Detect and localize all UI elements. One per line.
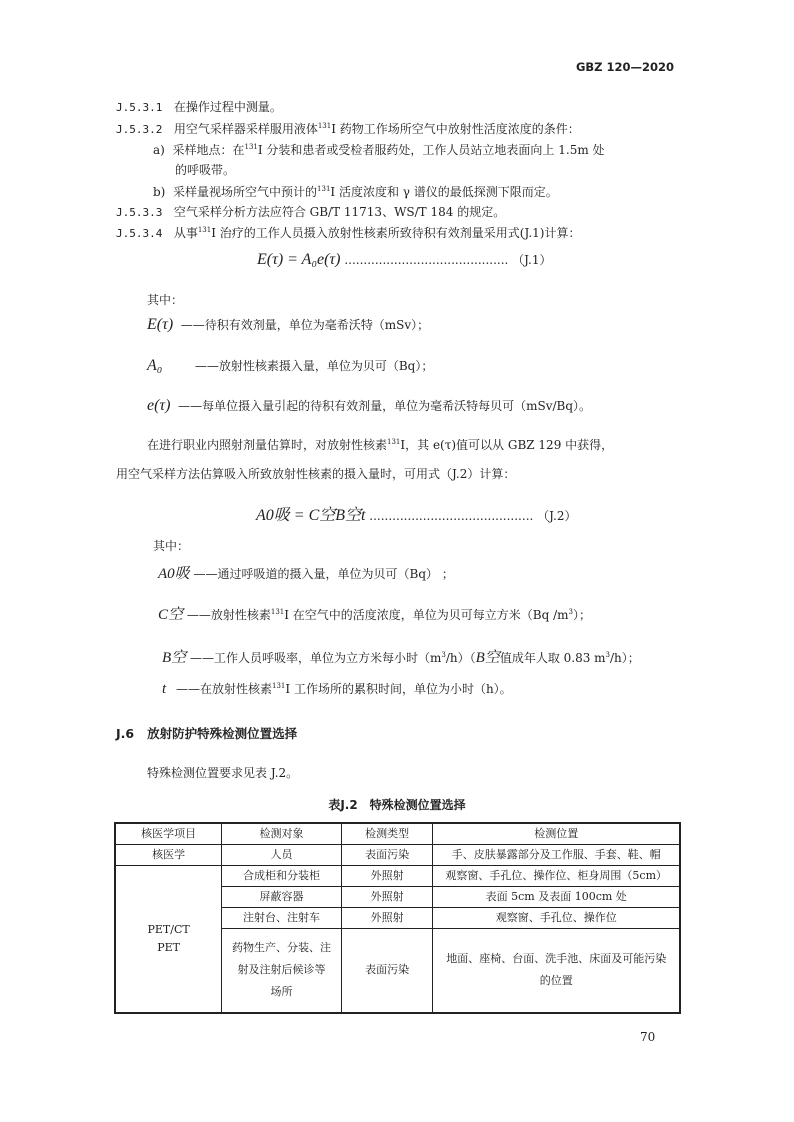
table-cell: 观察窗、手孔位、操作位 xyxy=(433,908,680,929)
table-cell: 表面 5cm 及表面 100cm 处 xyxy=(433,887,680,908)
item-a-continued: 的呼吸带。 xyxy=(175,163,236,177)
table-cell: 地面、座椅、台面、洗手池、床面及可能污染 的位置 xyxy=(433,929,680,1013)
table-cell: 表面污染 xyxy=(341,845,433,866)
where-label-2: 其中： xyxy=(153,539,190,553)
where-label-1: 其中： xyxy=(147,293,184,307)
table-row xyxy=(115,845,680,866)
table-cell: 外照射 xyxy=(341,887,433,908)
table-cell: 表面污染 xyxy=(341,929,433,1013)
section-heading-j6: J.6 放射防护特殊检测位置选择 xyxy=(116,726,298,741)
page-number: 70 xyxy=(640,1030,656,1044)
clause-j534: J.5.3.4 从事$^{131}$I 治疗的工作人员摄入放射性核素所致待积有效剂量采用式(J.1)计算： xyxy=(116,226,581,240)
table-caption: 表J.2 特殊检测位置选择 xyxy=(328,798,466,812)
definition-e-tau: E(τ) ——待积有效剂量，单位为毫希沃特（mSv）； xyxy=(147,316,430,333)
item-b: b) 采样量视场所空气中预计的$^{131}$I 活度浓度和 γ 谱仪的最低探测下限而定。 xyxy=(153,185,558,199)
item-a: a) 采样地点：在$^{131}$I 分装和患者或受检者服药处，工作人员站立地表面向上 1.5m 处 xyxy=(153,143,605,157)
table-cell: 观察窗、手孔位、操作位、柜身周围（5cm） xyxy=(433,866,680,887)
table-header-cell: 检测位置 xyxy=(433,823,680,845)
table-header-cell: 核医学项目 xyxy=(115,823,222,845)
group-label-line: PET/CT xyxy=(147,922,190,936)
equation-j1: E(τ) = A₀e(τ) ........................................... （J.1） xyxy=(257,251,552,268)
definition-t: t ——在放射性核素$^{131}$I 工作场所的累积时间，单位为小时（h）。 xyxy=(162,681,512,697)
definition-a0-intake: A0吸 ——通过呼吸道的摄入量，单位为贝可（Bq） ； xyxy=(158,566,454,582)
table-header-cell: 检测类型 xyxy=(341,823,433,845)
table-row xyxy=(115,866,680,887)
table-cell: 合成柜和分装柜 xyxy=(222,866,342,887)
equation-j2: A0吸 = C空B空t ........................................... （J.2） xyxy=(256,507,577,524)
clause-j532: J.5.3.2 用空气采样器采样服用液体$^{131}$I 药物工作场所空气中放射性活度浓度的条件： xyxy=(116,122,580,136)
paragraph-line-1: 在进行职业内照射剂量估算时，对放射性核素$^{131}$I，其 e(τ)值可以从 GBZ 129 中获得， xyxy=(147,438,614,452)
table-group-cell xyxy=(115,866,222,1013)
definition-a0: A₀ ——放射性核素摄入量，单位为贝可（Bq）； xyxy=(147,357,434,374)
table-cell: 核医学 xyxy=(115,845,222,866)
table-cell: 外照射 xyxy=(341,866,433,887)
paragraph-line-2: 用空气采样方法估算吸入所致放射性核素的摄入量时，可用式（J.2）计算： xyxy=(116,467,516,481)
table-cell: 外照射 xyxy=(341,908,433,929)
table-header-row xyxy=(115,823,680,845)
definition-c-air: C空 ——放射性核素$^{131}$I 在空气中的活度浓度，单位为贝可每立方米（Bq $/m^3$）； xyxy=(158,607,592,623)
document-code: GBZ 120—2020 xyxy=(575,60,674,74)
clause-j531: J.5.3.1 在操作过程中测量。 xyxy=(116,100,282,114)
table-cell: 药物生产、分装、注 射及注射后候诊等 场所 xyxy=(222,929,342,1013)
table-cell: 注射台、注射车 xyxy=(222,908,342,929)
clause-j533: J.5.3.3 空气采样分析方法应符合 GB/T 11713、WS/T 184 的规定。 xyxy=(116,205,506,219)
table-cell: 手、皮肤暴露部分及工作服、手套、鞋、帽 xyxy=(433,845,680,866)
table-cell: 人员 xyxy=(222,845,342,866)
definition-e-tau-unit: e(τ) ——每单位摄入量引起的待积有效剂量，单位为毫希沃特每贝可（mSv/Bq）。 xyxy=(147,397,592,414)
definition-b-air: B空 ——工作人员呼吸率，单位为立方米每小时$(m^3/h)(B$空值成年人取 0.83 $m^3/h$）； xyxy=(162,650,640,666)
section-paragraph: 特殊检测位置要求见表 J.2。 xyxy=(147,766,299,780)
table-cell: 屏蔽容器 xyxy=(222,887,342,908)
group-label-line: PET xyxy=(157,940,180,954)
table-header-cell: 检测对象 xyxy=(222,823,342,845)
detection-table xyxy=(114,822,681,1014)
